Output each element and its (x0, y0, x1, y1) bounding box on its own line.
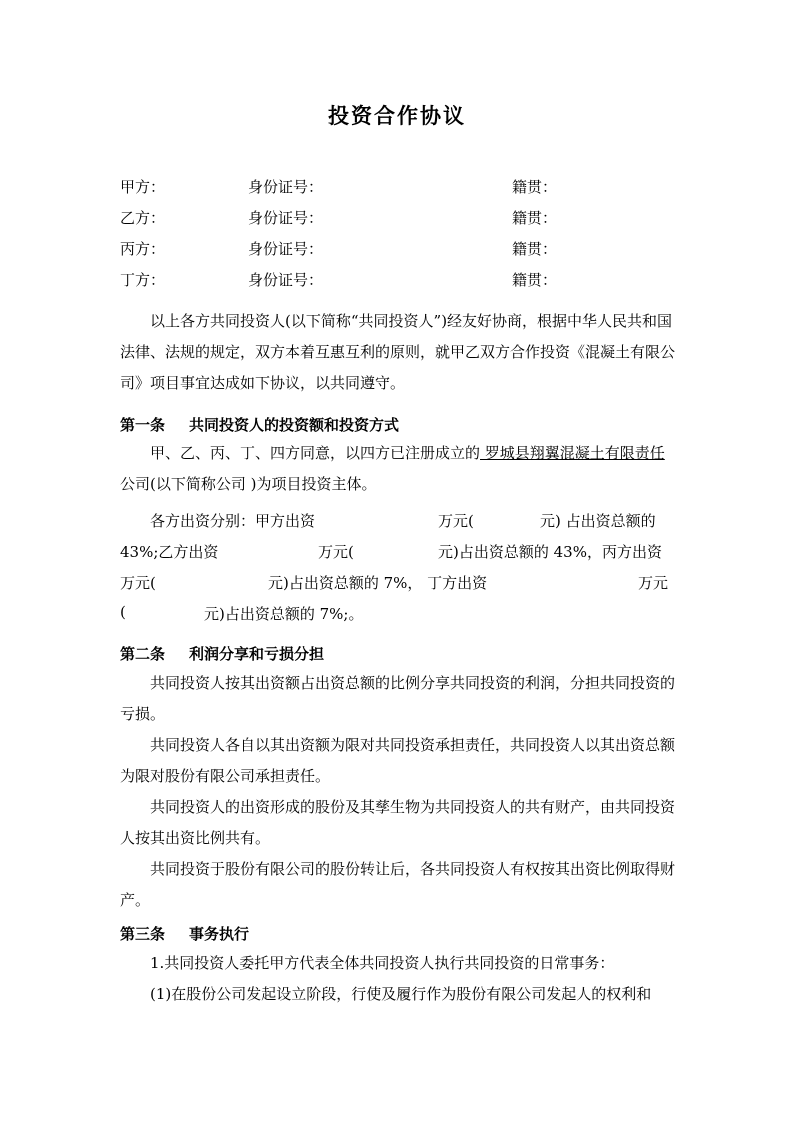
article-2-paragraph-2: 共同投资人各自以其出资额为限对共同投资承担责任，共同投资人以其出资总额为限对股份有限公司承担责任。 (120, 736, 676, 785)
party-id-label: 身份证号： (248, 209, 324, 227)
article-number: 第二条 (120, 645, 166, 663)
text-segment: 公司(以下简称公司 )为项目投资主体。 (120, 475, 377, 493)
text-segment: 各方出资分别：甲方出资 (150, 512, 316, 530)
article-number: 第三条 (120, 925, 166, 943)
text-segment: 元) 占出资总额的 (540, 512, 656, 530)
article-2-paragraph-4: 共同投资于股份有限公司的股份转让后，各共同投资人有权按其出资比例取得财产。 (120, 860, 676, 909)
party-id-label: 身份证号： (248, 178, 324, 196)
article-2-paragraph-1: 共同投资人按其出资额占出资总额的比例分享共同投资的利润，分担共同投资的亏损。 (120, 674, 676, 723)
text-segment: 万元( (318, 543, 354, 561)
article-3-paragraph-1: 1.共同投资人委托甲方代表全体共同投资人执行共同投资的日常事务： (150, 954, 615, 972)
text-segment: 万元( (120, 574, 156, 592)
intro-paragraph: 以上各方共同投资人(以下简称“共同投资人”)经友好协商，根据中华人民共和国法律、法规的规定，双方本着互惠互利的原则，就甲乙双方合作投资《混凝土有限公司》项目事宜达成如下协议，以共同遵守。 (120, 312, 676, 392)
text-segment: ( (120, 603, 126, 621)
article-number: 第一条 (120, 416, 166, 434)
article-title: 事务执行 (189, 925, 250, 943)
article-3-paragraph-2: (1)在股份公司发起设立阶段，行使及履行作为股份有限公司发起人的权利和 (150, 985, 652, 1003)
article-title: 利润分享和亏损分担 (189, 645, 325, 663)
party-name: 乙方： (120, 209, 166, 227)
document-title: 投资合作协议 (328, 103, 466, 128)
text-segment: 元)占出资总额的 43%，丙方出资 (438, 543, 662, 561)
party-name: 丙方： (120, 240, 166, 258)
party-id-label: 身份证号： (248, 240, 324, 258)
text-segment: 甲、乙、丙、丁、四方同意，以四方已注册成立的 (150, 444, 481, 462)
party-origin-label: 籍贯： (512, 209, 558, 227)
article-title: 共同投资人的投资额和投资方式 (189, 416, 400, 434)
party-id-label: 身份证号： (248, 271, 324, 289)
party-name: 丁方： (120, 271, 166, 289)
text-segment: 元)占出资总额的 7%;。 (204, 605, 364, 623)
party-origin-label: 籍贯： (512, 271, 558, 289)
company-name: 罗城县翔翼混凝土有限责任 (480, 444, 665, 462)
text-segment: 43%;乙方出资 (120, 543, 219, 561)
party-origin-label: 籍贯： (512, 178, 558, 196)
article-3-heading (120, 922, 676, 946)
article-2-paragraph-3: 共同投资人的出资形成的股份及其孳生物为共同投资人的共有财产，由共同投资人按其出资比例共有。 (120, 798, 676, 847)
text-segment: 万元( (438, 512, 474, 530)
party-name: 甲方： (120, 178, 166, 196)
article-2-heading (120, 642, 676, 666)
text-segment: 万元 (638, 574, 669, 592)
text-segment: 元)占出资总额的 7%， 丁方出资 (268, 574, 488, 592)
article-1-heading (120, 413, 676, 437)
party-origin-label: 籍贯： (512, 240, 558, 258)
article-1-paragraph-1 (120, 438, 676, 500)
